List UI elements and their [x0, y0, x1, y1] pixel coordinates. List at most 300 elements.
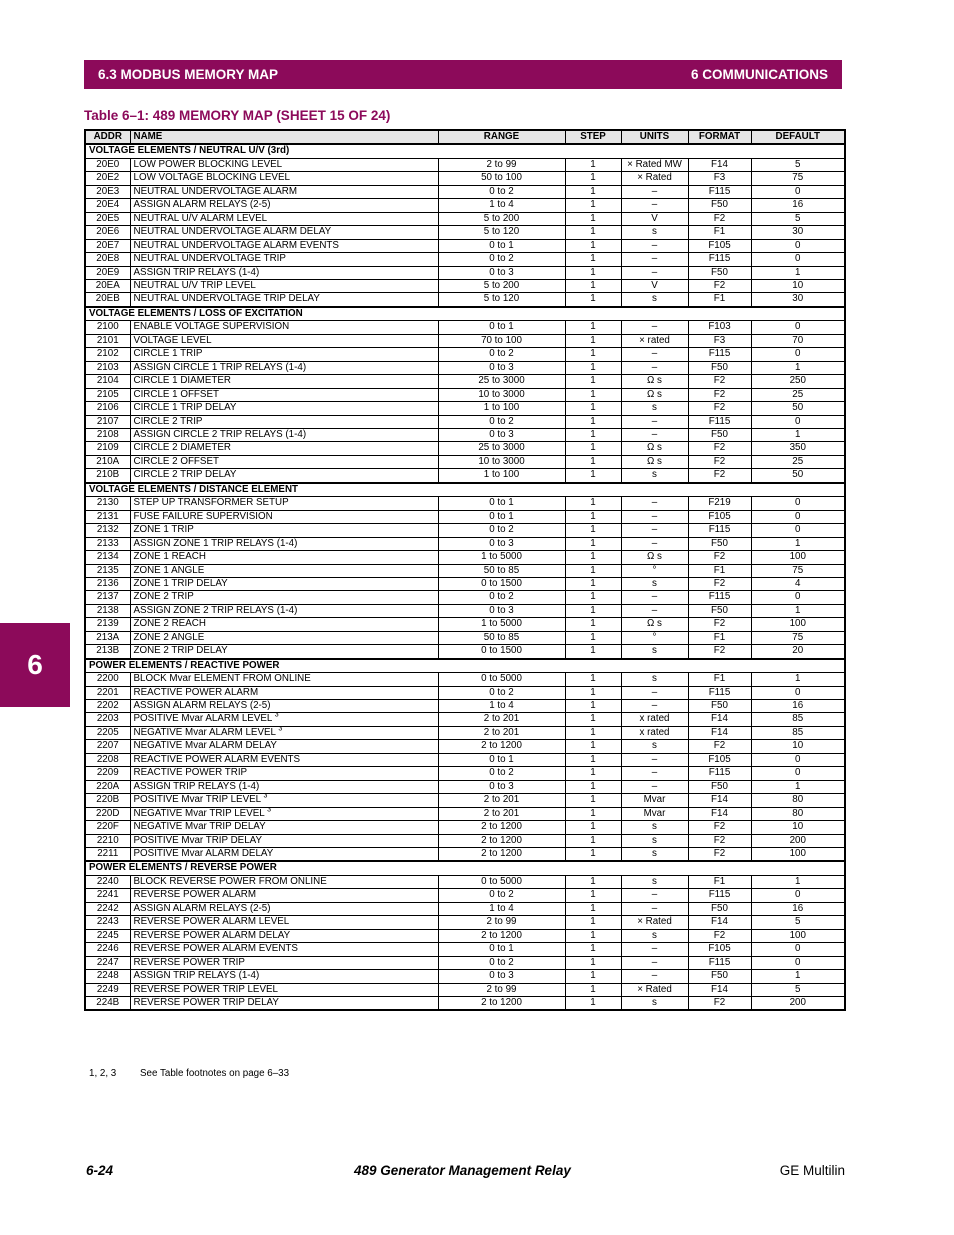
- cell-format: [688, 524, 751, 537]
- cell-units-text: –: [651, 591, 658, 603]
- cell-range-text: 0 to 1500: [481, 645, 522, 657]
- cell-name-text: ZONE 2 TRIP DELAY: [133, 645, 228, 657]
- cell-step: [565, 916, 621, 929]
- cell-format-text: F105: [708, 753, 731, 765]
- cell-name: [130, 848, 438, 862]
- cell-addr: [85, 564, 130, 577]
- cell-units: [621, 402, 688, 415]
- cell-range: [438, 469, 565, 483]
- cell-default: [751, 713, 845, 726]
- table-row: [85, 673, 845, 686]
- cell-units-text: s: [652, 645, 657, 657]
- cell-name-text: ASSIGN CIRCLE 1 TRIP RELAYS (1-4): [133, 361, 307, 373]
- cell-name: [130, 645, 438, 659]
- cell-default: [751, 686, 845, 699]
- cell-range-text: 5 to 200: [483, 279, 520, 291]
- cell-name-text: POSITIVE Mvar TRIP LEVEL: [133, 794, 261, 806]
- cell-addr-text: 2209: [96, 767, 119, 779]
- cell-name-text: ASSIGN TRIP RELAYS (1-4): [133, 780, 260, 792]
- cell-addr: [85, 889, 130, 902]
- cell-units-text: –: [651, 510, 658, 522]
- cell-name-text: ASSIGN ZONE 1 TRIP RELAYS (1-4): [133, 537, 298, 549]
- cell-step-text: 1: [590, 929, 596, 941]
- cell-addr: [85, 415, 130, 428]
- cell-format: [688, 794, 751, 807]
- cell-name: [130, 821, 438, 834]
- cell-step: [565, 753, 621, 766]
- cell-name: [130, 199, 438, 212]
- cell-units: [621, 185, 688, 198]
- col-header-step: STEP: [565, 130, 621, 144]
- cell-range: [438, 226, 565, 239]
- cell-units-text: s: [652, 821, 657, 833]
- cell-range: [438, 956, 565, 969]
- cell-range: [438, 293, 565, 307]
- cell-units: [621, 834, 688, 847]
- cell-format-text: F50: [711, 700, 728, 712]
- cell-default-text: 75: [792, 172, 804, 184]
- cell-step: [565, 172, 621, 185]
- cell-name: [130, 956, 438, 969]
- cell-units: [621, 631, 688, 644]
- cell-name-text: POSITIVE Mvar ALARM LEVEL: [133, 713, 272, 725]
- table-row: [85, 956, 845, 969]
- cell-format: [688, 780, 751, 793]
- cell-default-text: 100: [789, 848, 806, 860]
- cell-range: [438, 158, 565, 171]
- cell-units-text: s: [652, 469, 657, 481]
- cell-name: [130, 348, 438, 361]
- cell-range-text: 0 to 2: [489, 767, 514, 779]
- cell-name-text: REVERSE POWER ALARM DELAY: [133, 929, 291, 941]
- table-row: [85, 983, 845, 996]
- cell-step-text: 1: [590, 361, 596, 373]
- cell-name-text: NEUTRAL U/V TRIP LEVEL: [133, 279, 256, 291]
- cell-units: [621, 902, 688, 915]
- cell-step-text: 1: [590, 212, 596, 224]
- cell-addr-text: 2137: [96, 591, 119, 603]
- cell-format-text: F50: [711, 902, 728, 914]
- cell-default-text: 1: [795, 604, 801, 616]
- table-row: [85, 172, 845, 185]
- cell-default-text: 80: [792, 794, 804, 806]
- cell-units: [621, 551, 688, 564]
- table-row: [85, 686, 845, 699]
- cell-format-text: F14: [711, 794, 728, 806]
- cell-units-text: x rated: [639, 713, 670, 725]
- cell-name-text: ASSIGN ALARM RELAYS (2-5): [133, 902, 271, 914]
- cell-units-text: –: [651, 780, 658, 792]
- cell-range: [438, 510, 565, 523]
- cell-step: [565, 591, 621, 604]
- cell-default-text: 0: [795, 753, 801, 765]
- cell-default-text: 16: [792, 199, 804, 211]
- cell-step: [565, 442, 621, 455]
- cell-name-text: REACTIVE POWER TRIP: [133, 767, 248, 779]
- cell-default-text: 80: [792, 807, 804, 819]
- cell-name: [130, 334, 438, 347]
- cell-step: [565, 943, 621, 956]
- table-row: [85, 631, 845, 644]
- cell-range-text: 2 to 201: [483, 726, 520, 738]
- cell-name-text: ASSIGN TRIP RELAYS (1-4): [133, 266, 260, 278]
- cell-units: [621, 673, 688, 686]
- cell-format-text: F14: [711, 983, 728, 995]
- cell-name: [130, 983, 438, 996]
- cell-range-text: 0 to 3: [489, 266, 514, 278]
- cell-step-text: 1: [590, 807, 596, 819]
- cell-range: [438, 943, 565, 956]
- cell-addr-text: 20E0: [96, 158, 120, 170]
- cell-range-text: 5 to 120: [483, 226, 520, 238]
- cell-format-text: F115: [708, 889, 731, 901]
- cell-units-text: –: [651, 943, 658, 955]
- table-row: [85, 889, 845, 902]
- cell-addr: [85, 794, 130, 807]
- cell-addr-text: 20E5: [96, 212, 120, 224]
- cell-format: [688, 916, 751, 929]
- cell-addr-text: 2242: [96, 902, 119, 914]
- cell-format: [688, 321, 751, 334]
- cell-range-text: 0 to 5000: [481, 673, 522, 685]
- cell-name-text: NEUTRAL UNDERVOLTAGE ALARM DELAY: [133, 226, 332, 238]
- cell-units-text: –: [651, 428, 658, 440]
- cell-format-text: F2: [713, 821, 726, 833]
- cell-range: [438, 564, 565, 577]
- cell-format: [688, 212, 751, 225]
- col-header-range: RANGE: [438, 130, 565, 144]
- cell-addr: [85, 510, 130, 523]
- cell-format-text: F105: [708, 510, 731, 522]
- table-row: [85, 604, 845, 617]
- cell-step-text: 1: [590, 997, 596, 1008]
- cell-default-text: 10: [792, 279, 804, 291]
- cell-units: [621, 293, 688, 307]
- cell-addr-text: 20E9: [96, 266, 120, 278]
- cell-units: [621, 956, 688, 969]
- cell-addr: [85, 713, 130, 726]
- cell-default-text: 0: [795, 524, 801, 536]
- cell-step-text: 1: [590, 375, 596, 387]
- cell-units-text: × Rated: [637, 172, 672, 184]
- footnote-ref: 3: [267, 807, 271, 814]
- cell-addr-text: 213A: [96, 631, 120, 643]
- cell-name: [130, 185, 438, 198]
- cell-step: [565, 700, 621, 713]
- cell-default-text: 16: [792, 700, 804, 712]
- cell-units: [621, 172, 688, 185]
- cell-name: [130, 929, 438, 942]
- cell-addr: [85, 604, 130, 617]
- cell-format: [688, 279, 751, 292]
- cell-range: [438, 645, 565, 659]
- cell-units-text: × Rated: [637, 916, 672, 928]
- cell-format-text: F115: [708, 686, 731, 698]
- cell-range-text: 70 to 100: [481, 334, 522, 346]
- cell-addr-text: 20EB: [95, 293, 120, 305]
- cell-default: [751, 929, 845, 942]
- cell-name-text: LOW POWER BLOCKING LEVEL: [133, 158, 283, 170]
- cell-units: [621, 767, 688, 780]
- cell-name: [130, 780, 438, 793]
- table-row: [85, 266, 845, 279]
- cell-addr-text: 20E4: [96, 199, 120, 211]
- cell-name-text: FUSE FAILURE SUPERVISION: [133, 510, 273, 522]
- cell-range: [438, 239, 565, 252]
- cell-format-text: F115: [708, 591, 731, 603]
- cell-range: [438, 415, 565, 428]
- cell-range-text: 2 to 99: [486, 158, 517, 170]
- cell-addr: [85, 158, 130, 171]
- cell-range-text: 1 to 4: [489, 902, 514, 914]
- cell-step: [565, 604, 621, 617]
- cell-addr-text: 2201: [96, 686, 119, 698]
- cell-addr-text: 2102: [96, 348, 119, 360]
- cell-default-text: 0: [795, 415, 801, 427]
- cell-units: [621, 740, 688, 753]
- cell-units: [621, 510, 688, 523]
- cell-name: [130, 172, 438, 185]
- cell-default: [751, 279, 845, 292]
- cell-addr-text: 220F: [96, 821, 119, 833]
- cell-range-text: 2 to 99: [486, 983, 517, 995]
- table-row: [85, 375, 845, 388]
- cell-units-text: s: [652, 834, 657, 846]
- cell-default: [751, 293, 845, 307]
- cell-default-text: 1: [795, 266, 801, 278]
- cell-range: [438, 199, 565, 212]
- table-row: [85, 902, 845, 915]
- cell-default: [751, 361, 845, 374]
- cell-format-text: F2: [713, 279, 726, 291]
- cell-format: [688, 997, 751, 1011]
- cell-default-text: 20: [792, 645, 804, 657]
- cell-default: [751, 564, 845, 577]
- cell-default: [751, 469, 845, 483]
- cell-range-text: 5 to 120: [483, 293, 520, 305]
- cell-format: [688, 943, 751, 956]
- cell-format-text: F115: [708, 253, 731, 265]
- cell-format: [688, 402, 751, 415]
- cell-addr: [85, 618, 130, 631]
- cell-name-text: BLOCK Mvar ELEMENT FROM ONLINE: [133, 673, 311, 685]
- table-row: [85, 713, 845, 726]
- cell-range: [438, 348, 565, 361]
- cell-default: [751, 943, 845, 956]
- cell-format: [688, 226, 751, 239]
- cell-step-text: 1: [590, 388, 596, 400]
- cell-default-text: 0: [795, 943, 801, 955]
- cell-name: [130, 497, 438, 510]
- section-row: [85, 659, 845, 673]
- table-row: [85, 524, 845, 537]
- cell-range: [438, 794, 565, 807]
- cell-format: [688, 510, 751, 523]
- table-row: [85, 645, 845, 659]
- table-row: [85, 321, 845, 334]
- cell-name-text: ASSIGN ZONE 2 TRIP RELAYS (1-4): [133, 604, 298, 616]
- cell-format-text: F115: [708, 348, 731, 360]
- cell-units: [621, 997, 688, 1011]
- cell-addr: [85, 469, 130, 483]
- cell-range-text: 1 to 5000: [481, 551, 522, 563]
- cell-format: [688, 821, 751, 834]
- cell-format-text: F2: [713, 212, 726, 224]
- cell-default-text: 5: [795, 916, 801, 928]
- cell-name-text: ZONE 1 TRIP: [133, 524, 194, 536]
- cell-range-text: 2 to 1200: [481, 834, 522, 846]
- cell-addr-text: 2200: [96, 673, 119, 685]
- table-row: [85, 753, 845, 766]
- cell-step: [565, 618, 621, 631]
- cell-range: [438, 767, 565, 780]
- cell-addr: [85, 916, 130, 929]
- cell-default: [751, 497, 845, 510]
- cell-name-text: ASSIGN CIRCLE 2 TRIP RELAYS (1-4): [133, 428, 307, 440]
- cell-step-text: 1: [590, 821, 596, 833]
- cell-step-text: 1: [590, 591, 596, 603]
- cell-units: [621, 577, 688, 590]
- cell-step: [565, 239, 621, 252]
- cell-range-text: 0 to 1: [489, 753, 514, 765]
- cell-default-text: 1: [795, 428, 801, 440]
- cell-default: [751, 442, 845, 455]
- cell-name: [130, 875, 438, 888]
- cell-step-text: 1: [590, 348, 596, 360]
- table-row: [85, 929, 845, 942]
- cell-name: [130, 402, 438, 415]
- cell-default: [751, 551, 845, 564]
- cell-default: [751, 185, 845, 198]
- cell-units-text: Ω s: [647, 455, 662, 467]
- cell-step-text: 1: [590, 239, 596, 251]
- cell-range: [438, 537, 565, 550]
- cell-name: [130, 916, 438, 929]
- footer-document-title: 489 Generator Management Relay: [354, 1163, 571, 1178]
- cell-step-text: 1: [590, 700, 596, 712]
- cell-range: [438, 455, 565, 468]
- cell-range-text: 2 to 1200: [481, 740, 522, 752]
- cell-units: [621, 848, 688, 862]
- cell-range-text: 0 to 3: [489, 780, 514, 792]
- cell-format-text: F3: [713, 334, 726, 346]
- table-row: [85, 455, 845, 468]
- cell-format-text: F3: [713, 172, 726, 184]
- cell-units-text: °: [652, 564, 657, 576]
- cell-range-text: 0 to 5000: [481, 875, 522, 887]
- cell-units-text: s: [652, 848, 657, 860]
- cell-name: [130, 970, 438, 983]
- cell-default-text: 0: [795, 253, 801, 265]
- cell-step: [565, 726, 621, 739]
- cell-name-text: ENABLE VOLTAGE SUPERVISION: [133, 321, 290, 333]
- cell-format-text: F1: [713, 875, 726, 887]
- cell-step-text: 1: [590, 753, 596, 765]
- cell-units: [621, 821, 688, 834]
- table-header-row: [85, 130, 845, 144]
- col-header-default: DEFAULT: [751, 130, 845, 144]
- cell-format: [688, 455, 751, 468]
- section-title: VOLTAGE ELEMENTS / LOSS OF EXCITATION: [85, 307, 845, 321]
- cell-range: [438, 185, 565, 198]
- cell-units-text: Mvar: [643, 794, 666, 806]
- cell-range: [438, 902, 565, 915]
- cell-units-text: × Rated MW: [627, 158, 682, 170]
- cell-step-text: 1: [590, 943, 596, 955]
- cell-range: [438, 212, 565, 225]
- cell-range: [438, 740, 565, 753]
- cell-step: [565, 428, 621, 441]
- cell-format: [688, 604, 751, 617]
- cell-addr-text: 20EA: [95, 279, 120, 291]
- col-header-format: FORMAT: [688, 130, 751, 144]
- cell-default: [751, 753, 845, 766]
- cell-step-text: 1: [590, 604, 596, 616]
- cell-range-text: 0 to 2: [489, 686, 514, 698]
- cell-step-text: 1: [590, 916, 596, 928]
- cell-addr-text: 2241: [96, 889, 119, 901]
- cell-name-text: CIRCLE 2 OFFSET: [133, 455, 219, 467]
- cell-default-text: 50: [792, 469, 804, 481]
- cell-format-text: F115: [708, 524, 731, 536]
- table-row: [85, 700, 845, 713]
- cell-units: [621, 497, 688, 510]
- cell-format: [688, 388, 751, 401]
- cell-units: [621, 266, 688, 279]
- cell-step: [565, 970, 621, 983]
- cell-name-text: ZONE 2 TRIP: [133, 591, 194, 603]
- cell-units: [621, 321, 688, 334]
- cell-addr-text: 20E2: [96, 172, 120, 184]
- cell-default-text: 75: [792, 564, 804, 576]
- cell-units-text: –: [651, 199, 658, 211]
- cell-format: [688, 767, 751, 780]
- cell-default-text: 0: [795, 321, 801, 333]
- cell-format-text: F2: [713, 848, 726, 860]
- cell-step: [565, 577, 621, 590]
- cell-name-text: ASSIGN ALARM RELAYS (2-5): [133, 700, 271, 712]
- cell-format: [688, 740, 751, 753]
- cell-range-text: 10 to 3000: [478, 455, 525, 467]
- table-row: [85, 497, 845, 510]
- table-row: [85, 226, 845, 239]
- cell-default: [751, 956, 845, 969]
- table-row: [85, 577, 845, 590]
- cell-addr: [85, 997, 130, 1011]
- cell-default: [751, 794, 845, 807]
- section-title: VOLTAGE ELEMENTS / NEUTRAL U/V (3rd): [85, 144, 845, 158]
- cell-format-text: F14: [711, 158, 728, 170]
- cell-addr: [85, 700, 130, 713]
- cell-name-text: ZONE 1 REACH: [133, 551, 206, 563]
- cell-name: [130, 591, 438, 604]
- cell-default: [751, 604, 845, 617]
- cell-default: [751, 321, 845, 334]
- cell-units: [621, 334, 688, 347]
- cell-name-text: ASSIGN TRIP RELAYS (1-4): [133, 970, 260, 982]
- cell-addr: [85, 442, 130, 455]
- cell-name-text: NEGATIVE Mvar ALARM LEVEL: [133, 726, 276, 738]
- cell-units-text: –: [651, 497, 658, 509]
- cell-default-text: 100: [789, 929, 806, 941]
- cell-addr: [85, 848, 130, 862]
- cell-name: [130, 767, 438, 780]
- table-row: [85, 239, 845, 252]
- cell-name: [130, 673, 438, 686]
- cell-default: [751, 158, 845, 171]
- cell-name-text: NEGATIVE Mvar ALARM DELAY: [133, 740, 277, 752]
- section-row: [85, 307, 845, 321]
